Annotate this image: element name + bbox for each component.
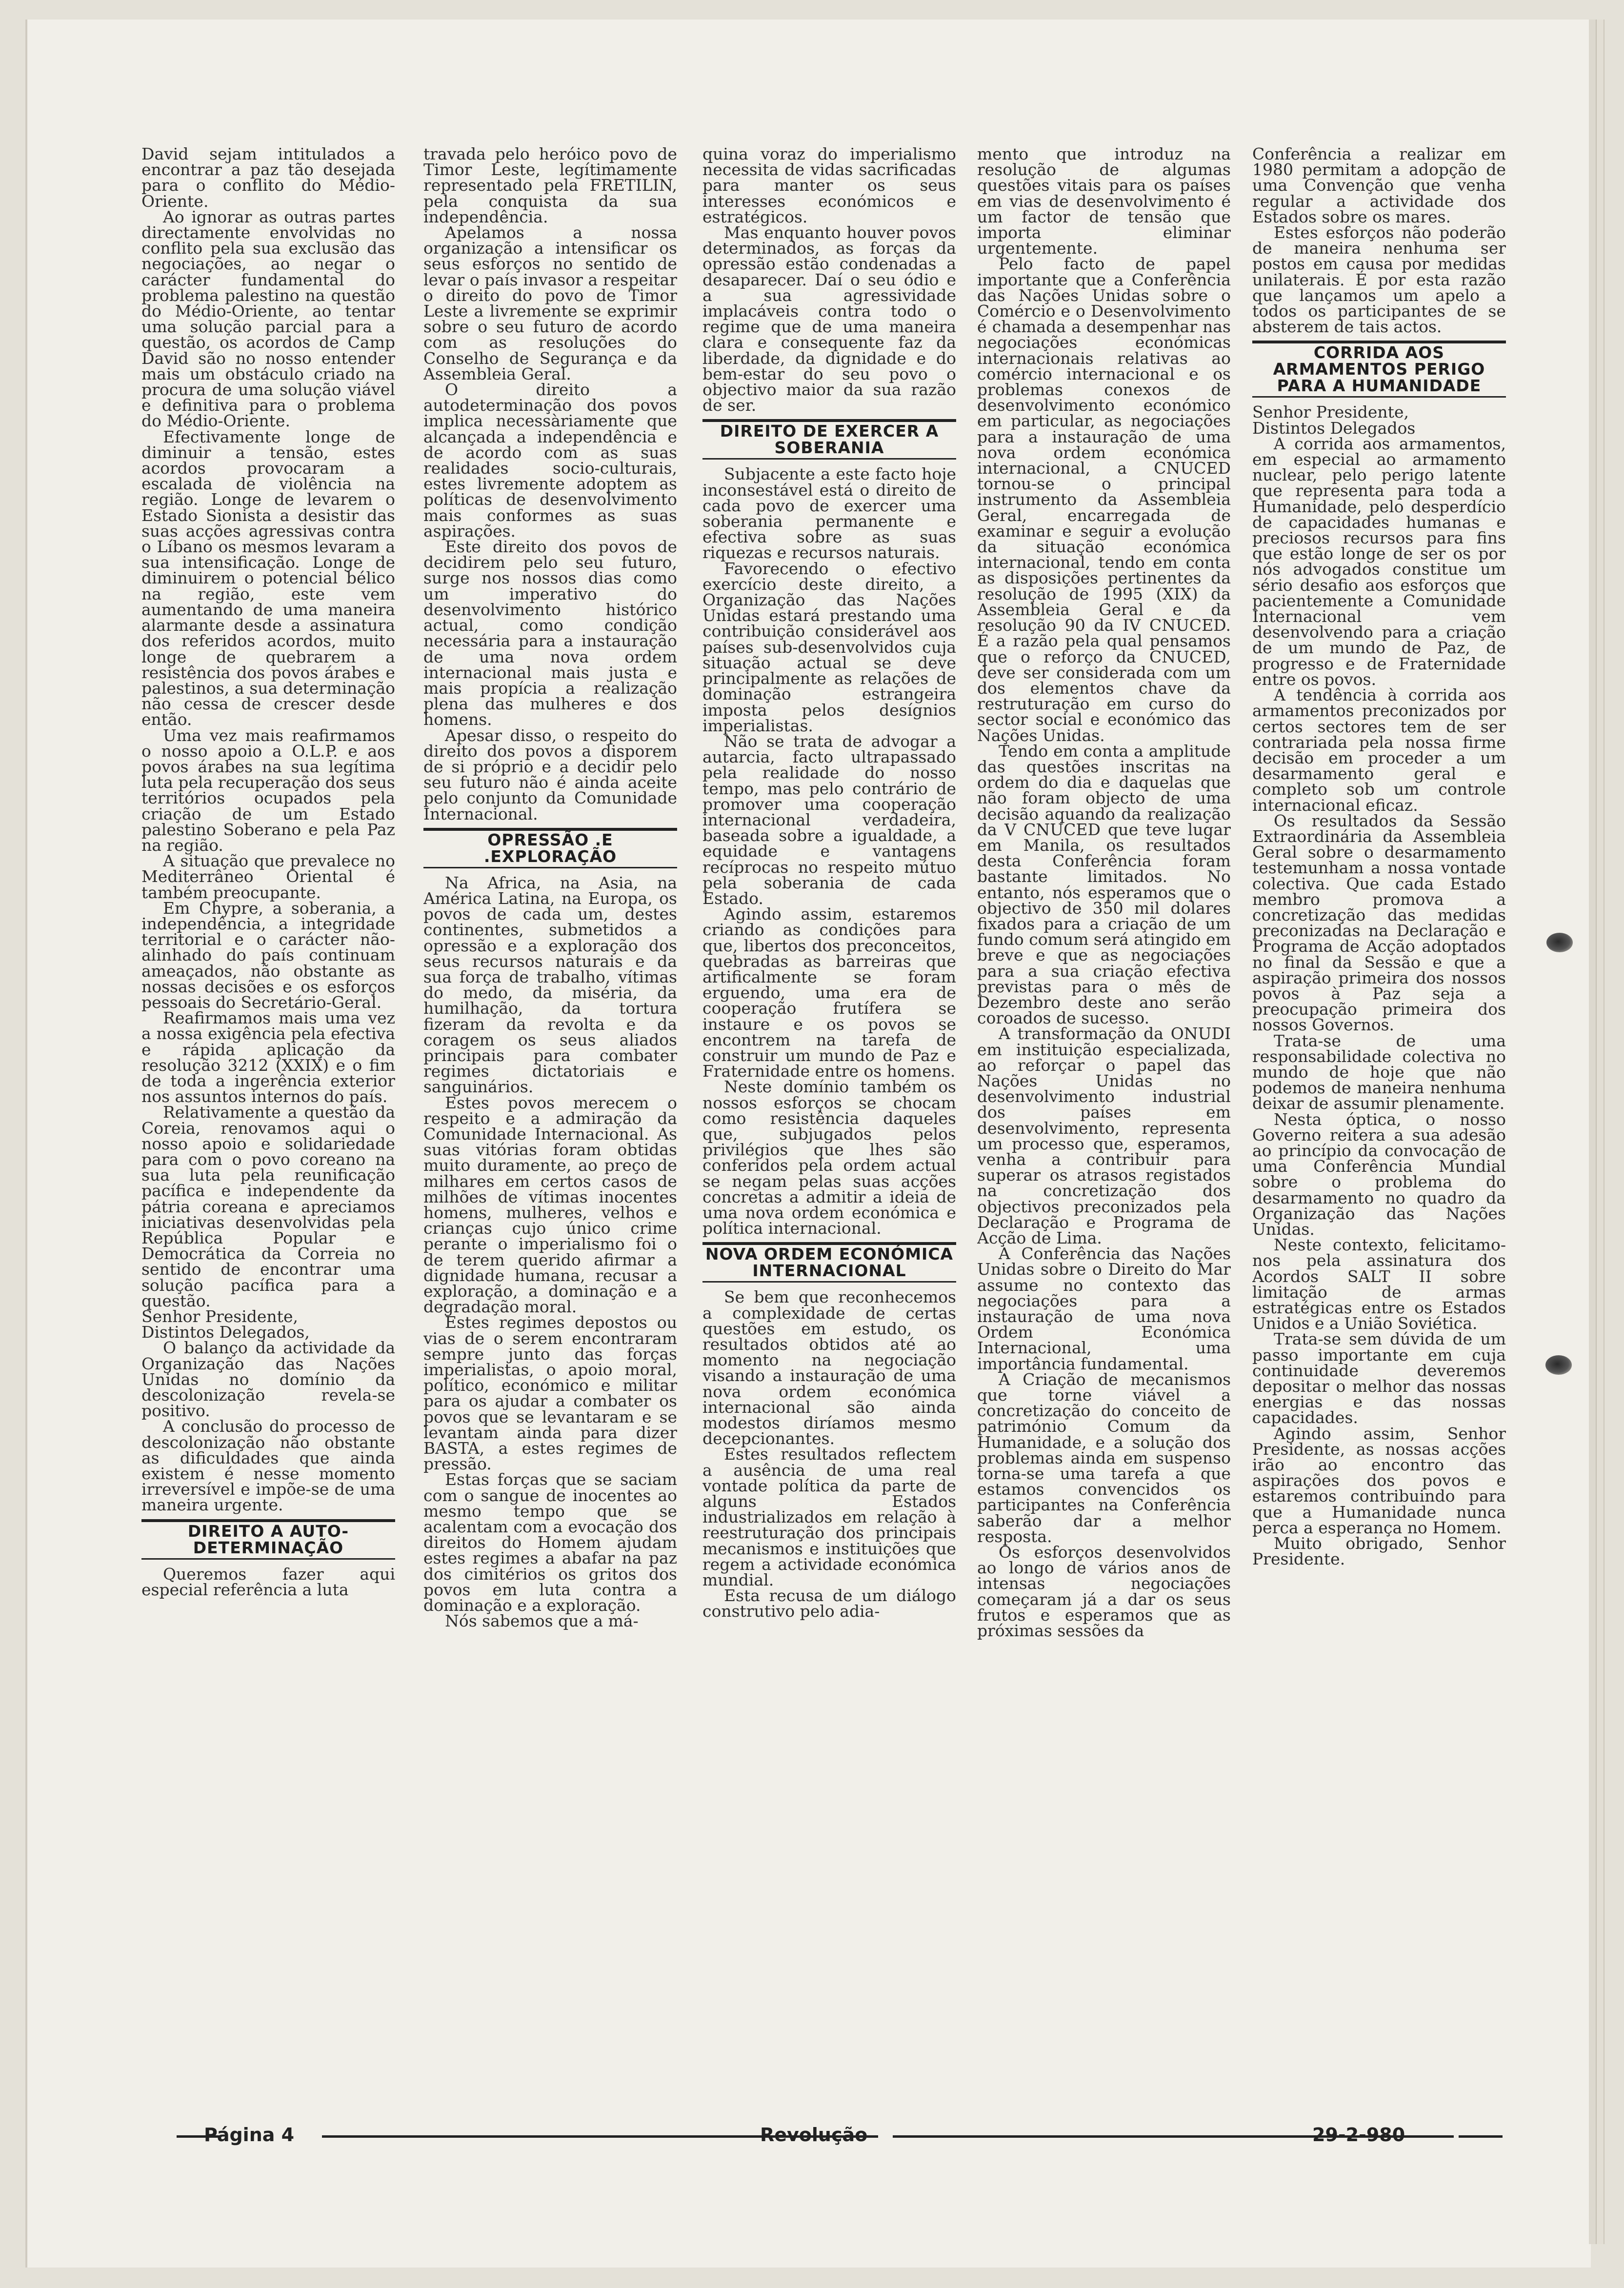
- paragraph: Trata-se sem dúvida de um passo importante em cuja continuidade deveremos depositar o melhor das nossas energias e das nossas capacidades.: [1252, 1329, 1506, 1427]
- paragraph: Em Chypre, a soberania, a independência, a integridade territorial e o carácter não-alinhado do país continuam ameaçados, não obstante as nossas decisões e os esforços pessoais do Secretário-Geral.: [141, 898, 395, 1012]
- publication-name: Revolução: [760, 2124, 868, 2146]
- paragraph: Agindo assim, estaremos criando as condições para que, libertos dos preconceitos, quebradas as barreiras que artificalmente se foram erguendo, uma era de cooperação frutífera se instaure e os povos se encontrem na tarefa de construir um mundo de Paz e Fraternidade entre os homens.: [702, 904, 956, 1081]
- salutation-line: Senhor Presidente,: [141, 1307, 298, 1326]
- paragraph: Não se trata de advogar a autarcia, facto ultrapassado pela realidade do nosso tempo, mas pelo contrário de promover uma cooperação internacional verdadeira, baseada sobre a igualdade, a equidade e vantagens recíprocas no respeito mútuo pela soberania de cada Estado.: [702, 731, 956, 908]
- paragraph: mento que introduz na resolução de algumas questões vitais para os países em vias de desenvolvimento é um factor de tensão que importa eliminar urgentemente.: [977, 146, 1231, 258]
- paragraph: Queremos fazer aqui especial referência a luta: [141, 1564, 395, 1599]
- page-edge: [1597, 20, 1604, 2244]
- paragraph: Relativamente a questão da Coreia, renovamos aqui o nosso apoio e solidariedade para com o povo coreano na sua luta pela reunificação pacífica e independente da pátria coreana e apreciamos iniciativas desenvolvidas pela República Popular e Democrática da Correia no sentido de encontrar uma solução pacífica para a questão.: [141, 1103, 395, 1310]
- paragraph: Favorecendo o efectivo exercício deste direito, a Organização das Nações Unidas estará prestando uma contribuição considerável aos países sub-desenvolvidos cuja situação actual se deve principalmente as relações de dominação estrangeira imposta pelos desígnios imperialistas.: [702, 559, 956, 735]
- paragraph: Os esforços desenvolvidos ao longo de vários anos de intensas negociações começaram já a dar os seus frutos e esperamos que as próximas sessões da: [977, 1543, 1231, 1641]
- paragraph: Este direito dos povos de decidirem pelo seu futuro, surge nos nossos dias como um imperativo do desenvolvimento histórico actual, como condição necessária para a instauração de uma nova ordem internacional mais justa e mais propícia a realização plena das mulheres e dos homens.: [423, 537, 677, 729]
- paragraph: Reafirmamos mais uma vez a nossa exigência pela efectiva e rápida aplicação da resolução 3212 (XXIX) e o fim de toda a ingerência exterior nos assuntos internos do país.: [141, 1008, 395, 1106]
- paragraph: Nesta óptica, o nosso Governo reitera a sua adesão ao princípio da convocação de uma Conferência Mundial sobre o problema do desarmamento no quadro da Organização das Nações Unidas.: [1252, 1109, 1506, 1239]
- paragraph: Esta recusa de um diálogo construtivo pelo adia-: [702, 1586, 956, 1621]
- salutation-line: Distintos Delegados,: [141, 1323, 310, 1342]
- paragraph: Os resultados da Sessão Extraordinária da Assembleia Geral sobre o desarmamento testemunham a nossa vontade colectiva. Que cada Estado membro promova a concretização das medidas preconizadas na Declaração e Programa de Acção adoptados no final da Sessão e que a aspiração primeira dos nossos povos à Paz seja a preocupação primeira dos nossos Governos.: [1252, 811, 1506, 1035]
- paragraph: quina voraz do imperialismo necessita de vidas sacrificadas para manter os seus interesses económicos e estratégicos.: [702, 146, 956, 226]
- punch-hole: [1545, 1355, 1572, 1375]
- paragraph: Estes resultados reflectem a ausência de uma real vontade política da parte de alguns Estados industrializados em relação à reestruturação dos principais mecanismos e instituições que regem a actividade económica mundial.: [702, 1445, 956, 1590]
- paragraph: Estes povos merecem o respeito e a admiração da Comunidade Internacional. As suas vitórias foram obtidas muito duramente, ao preço de milhares em certos casos de milhões de vítimas inocentes homens, mulheres, velhos e crianças cujo único crime perante o imperialismo foi o de terem querido afirmar a dignidade humana, recusar a exploração, a dominação e a degradação moral.: [423, 1093, 677, 1317]
- punch-hole: [1546, 933, 1573, 952]
- paragraph: travada pelo heróico povo de Timor Leste, legítimamente representado pela FRETILIN, pela conquista da sua independência.: [423, 146, 677, 226]
- paragraph: Neste contexto, felicitamo-nos pela assinatura dos Acordos SALT II sobre limitação de armas estratégicas entre os Estados Unidos e a União Soviética.: [1252, 1235, 1506, 1333]
- page-number: Página 4: [204, 2124, 295, 2146]
- paragraph: O direito a autodeterminação dos povos implica necessàriamente que alcançada a independência e de acordo com as suas realidades socio-culturais, estes livremente adoptem as políticas de desenvolvimento mais conformes as suas aspirações.: [423, 380, 677, 541]
- paragraph: A Criação de mecanismos que torne viável a concretização do conceito de património Comum da Humanidade, e a solução dos problemas ainda em suspenso torna-se uma tarefa a que estamos convencidos os participantes na Conferência saberão dar a melhor resposta.: [977, 1369, 1231, 1546]
- issue-date: 29-2-980: [1312, 2124, 1405, 2146]
- paragraph: O balanço da actividade da Organização das Nações Unidas no domínio da descolonização revela-se positivo.: [141, 1338, 395, 1421]
- paragraph: Uma vez mais reafirmamos o nosso apoio a O.L.P. e aos povos árabes na sua legítima luta pela recuperação dos seus territórios ocupados pela criação de um Estado palestino Soberano e pela Paz na região.: [141, 725, 395, 855]
- text-column-2: [423, 146, 677, 2098]
- paragraph: Apelamos a nossa organização a intensificar os seus esforços no sentido de levar o país invasor a respeitar o direito do povo de Timor Leste a livremente se exprimir sobre o seu futuro de acordo com as resoluções do Conselho de Segurança e da Assembleia Geral.: [423, 223, 677, 383]
- section-heading: DIREITO DE EXERCER A SOBERANIA: [702, 419, 956, 460]
- text-column-4: [977, 146, 1231, 2098]
- paragraph: Pelo facto de papel importante que a Conferência das Nações Unidas sobre o Comércio e o Desenvolvimento é chamada a desempenhar nas negociações económicas internacionais relativas ao comércio internacional e os problemas conexos de desenvolvimento económico em particular, as negociações para a instauração de uma nova ordem económica internacional, a CNUCED tornou-se o principal instrumento da Assembleia Geral, encarregada de examinar e seguir a evolução da situação económica internacional, tendo em conta as disposições pertinentes da resolução de 1995 (XIX) da Assembleia Geral e da resolução 90 da IV CNUCED. É a razão pela qual pensamos que o reforço da CNUCED, deve ser considerada com um dos elementos chave da restruturação em curso do sector social e económico das Nações Unidas.: [977, 254, 1231, 745]
- section-heading: CORRIDA AOS ARMAMENTOS PERIGO PARA A HUMANIDADE: [1252, 341, 1506, 398]
- paragraph: Subjacente a este facto hoje inconsestável está o direito de cada povo de exercer uma soberania permanente e efectiva sobre as suas riquezas e recursos naturais.: [702, 464, 956, 562]
- paragraph: A situação que prevalece no Mediterrâneo Oriental é também preocupante.: [141, 851, 395, 902]
- text-column-1: [141, 146, 395, 2098]
- text-column-5: [1252, 146, 1506, 2098]
- paragraph: A Conferência das Nações Unidas sobre o Direito do Mar assume no contexto das negociações para a instauração de uma nova Ordem Económica Internacional, uma importância fundamental.: [977, 1244, 1231, 1373]
- paragraph: Ao ignorar as outras partes directamente envolvidas no conflito pela sua exclusão das negociações, ao negar o carácter fundamental do problema palestino na questão do Médio-Oriente, ao tentar uma solução parcial para a questão, os acordos de Camp David são no nosso entender mais um obstáculo criado na procura de uma solução viável e definitiva para o problema do Médio-Oriente.: [141, 207, 395, 431]
- paragraph: Estas forças que se saciam com o sangue de inocentes ao mesmo tempo que se acalentam com a evocação dos direitos do Homem ajudam estes regimes a abafar na paz dos cimitérios os gritos dos povos em luta contra a dominação e a exploração.: [423, 1470, 677, 1615]
- paragraph: Mas enquanto houver povos determinados, as forças da opressão estão condenadas a desaparecer. Daí o seu ódio e a sua agressividade implacáveis contra todo o regime que de uma maneira clara e consequente faz da liberdade, da dignidade e do bem-estar do seu povo o objectivo maior da sua razão de ser.: [702, 223, 956, 415]
- paragraph: A tendência à corrida aos armamentos preconizados por certos sectores tem de ser contrariada pela nossa firme decisão em proceder a um desarmamento geral e completo sob um controle internacional eficaz.: [1252, 685, 1506, 815]
- section-heading: OPRESSÃO .E .EXPLORAÇÃO: [423, 828, 677, 868]
- paragraph: Muito obrigado, Senhor Presidente.: [1252, 1534, 1506, 1569]
- paragraph: Efectivamente longe de diminuir a tensão, estes acordos provocaram a escalada de violência na região. Longe de levarem o Estado Sionista a desistir das suas acções agressivas contra o Líbano os mesmos levaram a sua intensificação. Longe de diminuirem o potencial bélico na região, este vem aumentando de uma maneira alarmante desde a assinatura dos referidos acordos, muito longe de quebrarem a resistência dos povos árabes e palestinos, a sua determinação não cessa de crescer desde então.: [141, 427, 395, 729]
- paragraph: A conclusão do processo de descolonização não obstante as dificuldades que ainda existem é nesse momento irreversível e impõe-se de uma maneira urgente.: [141, 1417, 395, 1515]
- paragraph: Agindo assim, Senhor Presidente, as nossas acções irão ao encontro das aspirações dos povos e estaremos contribuindo para que a Humanidade nunca perca a esperança no Homem.: [1252, 1424, 1506, 1537]
- footer-rule: [1459, 2135, 1503, 2138]
- section-heading: NOVA ORDEM ECONÓMICA INTERNACIONAL: [702, 1242, 956, 1283]
- paragraph: Conferência a realizar em 1980 permitam a adopção de uma Convenção que venha regular a actividade dos Estados sobre os mares.: [1252, 146, 1506, 226]
- paragraph: Apesar disso, o respeito do direito dos povos a disporem de si próprio e a decidir pelo seu futuro não é ainda aceite pelo conjunto da Comunidade Internacional.: [423, 725, 677, 823]
- paragraph: Na Africa, na Asia, na América Latina, na Europa, os povos de cada um, destes continentes, submetidos a opressão e a exploração dos seus recursos naturais e da sua força de trabalho, vítimas do medo, da miséria, da humilhação, da tortura fizeram da revolta e da coragem os seus aliados principais para combater regimes dictatoriais e sanguinários.: [423, 873, 677, 1097]
- paragraph: David sejam intitulados a encontrar a paz tão desejada para o conflito do Médio-Oriente.: [141, 146, 395, 211]
- section-heading: DIREITO A AUTO-DETERMINAÇÃO: [141, 1519, 395, 1560]
- paragraph: A transformação da ONUDI em instituição especializada, ao reforçar o papel das Nações Unidas no desenvolvimento industrial dos países em desenvolvimento, representa um processo que, esperamos, venha a contribuir para superar os atrasos registados na concretização dos objectivos preconizados pela Declaração e Programa de Acção de Lima.: [977, 1024, 1231, 1248]
- paragraph: Estes esforços não poderão de maneira nenhuma ser postos em causa por medidas unilaterais. É por esta razão que lançamos um apelo a todos os participantes de se absterem de tais actos.: [1252, 223, 1506, 337]
- paragraph: Nós sabemos que a má-: [445, 1611, 639, 1631]
- salutation-line: Distintos Delegados: [1252, 418, 1416, 438]
- paragraph: Neste domínio também os nossos esforços se chocam como resistência daqueles que, subjugados pelos privilégios que lhes são conferidos pela ordem actual se negam pelas suas acções concretas a admitir a ideia de uma nova ordem económica e política internacional.: [702, 1077, 956, 1238]
- paragraph: Se bem que reconhecemos a complexidade de certas questões em estudo, os resultados obtidos até ao momento na negociação visando a instauração de uma nova ordem económica internacional são ainda modestos diríamos mesmo decepcionantes.: [702, 1287, 956, 1448]
- text-column-3: [702, 146, 956, 2098]
- page-footer: [146, 2124, 1503, 2148]
- paragraph: Tendo em conta a amplitude das questões inscritas na ordem do dia e daquelas que não foram objecto de uma decisão aquando da realização da V CNUCED que teve lugar em Manila, os resultados desta Conferência foram bastante limitados. No entanto, nós esperamos que o objectivo de 350 mil dolares fixados para a criação de um fundo comum será atingido em breve e que as negociações para a sua criação efectiva previstas para o mês de Dezembro deste ano serão coroados de sucesso.: [977, 741, 1231, 1028]
- paragraph: Estes regimes depostos ou vias de o serem encontraram sempre junto das forças imperialistas, o apoio moral, político, económico e militar para os ajudar a combater os povos que se levantaram e se levantam ainda para dizer BASTA, a estes regimes de pressão.: [423, 1313, 677, 1474]
- paragraph: A corrida aos armamentos, em especial ao armamento nuclear, pelo perigo latente que representa para toda a Humanidade, pelo desperdício de capacidades humanas e preciosos recursos para fins que estão longe de ser os por nós advogados constitue um sério desafio aos esforços que pacientemente a Comunidade Internacional vem desenvolvendo para a criação de um mundo de Paz, de progresso e de Fraternidade entre os povos.: [1252, 434, 1506, 689]
- salutation-line: Senhor Presidente,: [1252, 402, 1409, 422]
- paragraph: Trata-se de uma responsabilidade colectiva no mundo de hoje que não podemos de maneira nenhuma deixar de assumir plenamente.: [1252, 1031, 1506, 1113]
- page-edge: [1589, 20, 1597, 2244]
